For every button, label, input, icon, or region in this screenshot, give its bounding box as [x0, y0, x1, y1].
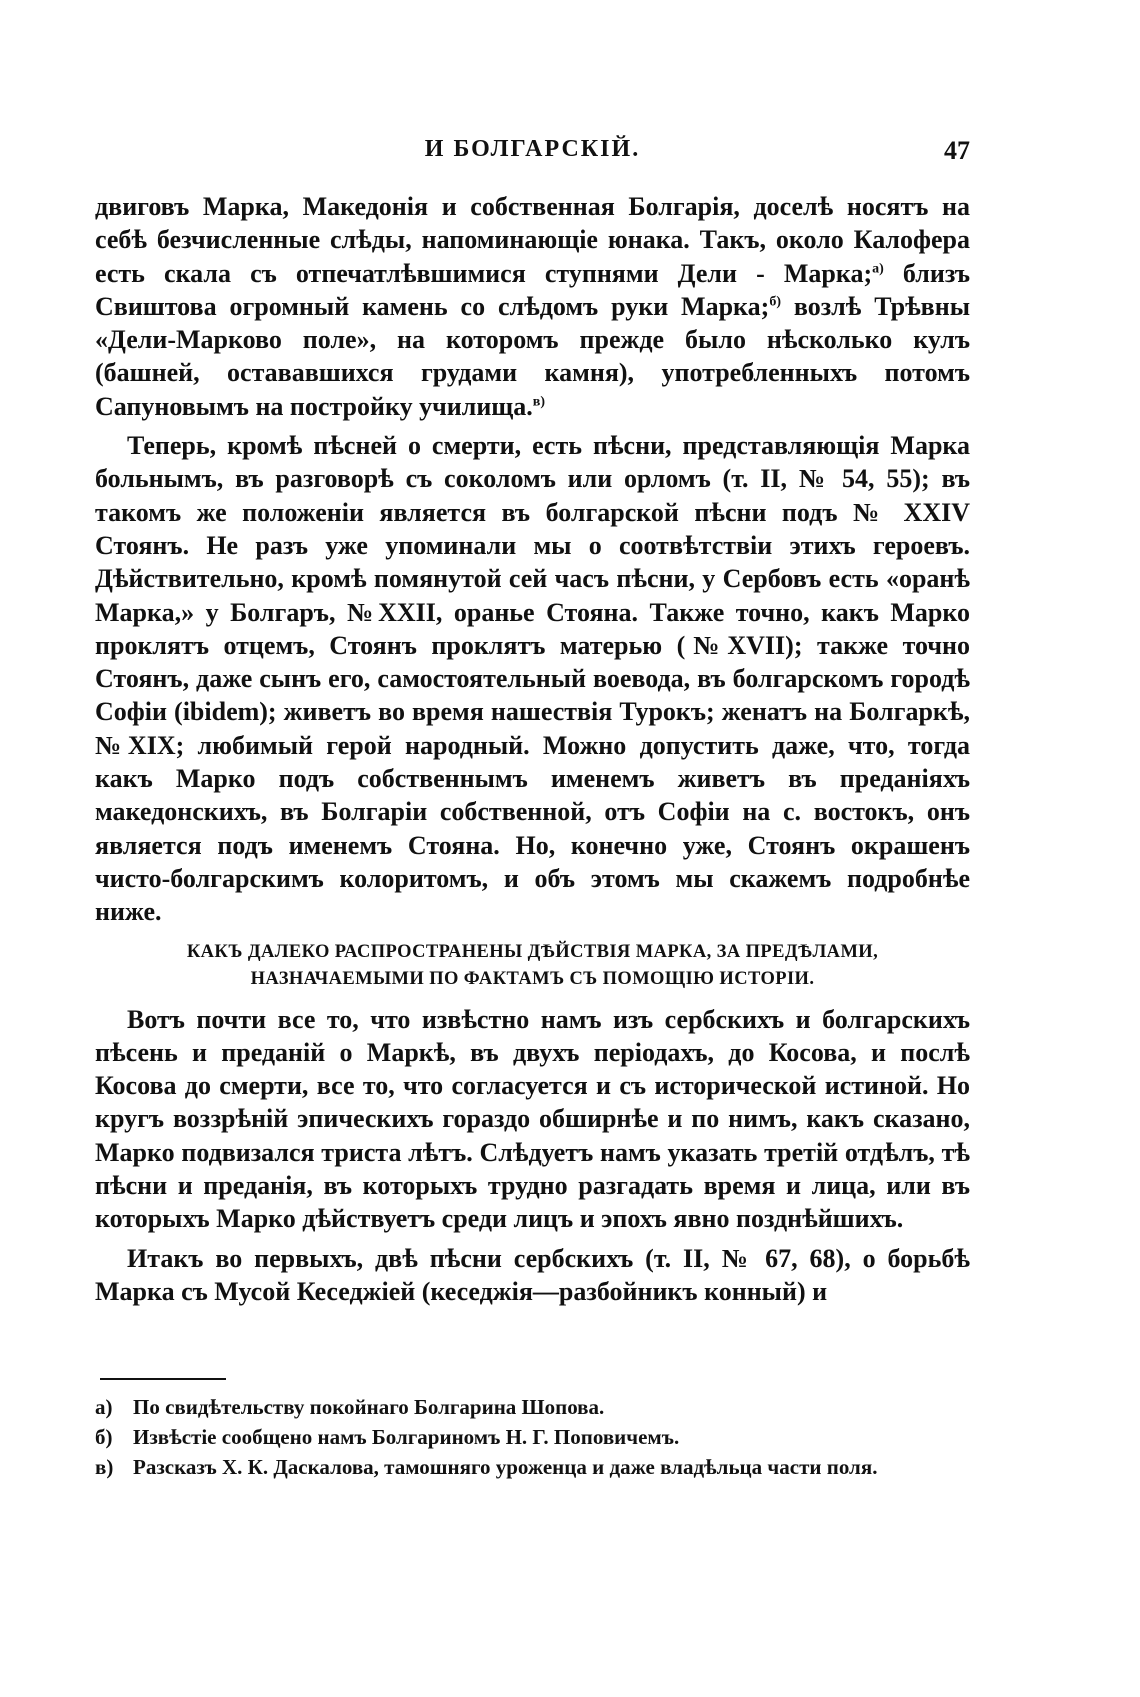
page-number: 47 [944, 136, 970, 165]
section-heading [95, 939, 970, 993]
section-heading-line-1: КАКЪ ДАЛЕКО РАСПРОСТРАНЕНЫ ДѢЙСТВІЯ МАРКА, ЗА ПРЕДѢЛАМИ, [186, 941, 879, 962]
paragraph-4: Итакъ во первыхъ, двѣ пѣсни сербскихъ (т. II, № 67, 68), о борьбѣ Марка съ Мусой Кеседжіей (кеседжія—разбойникъ конный) и [95, 1243, 970, 1306]
footnote-ref-c: в) [532, 394, 545, 410]
footnote-c-mark: в) [95, 1455, 114, 1479]
footnote-b-mark: б) [95, 1425, 113, 1449]
paragraph-1-part-2: близъ Свиштова огромный камень со слѣдомъ руки Марка; [95, 258, 970, 321]
paragraph-1-part-3: возлѣ Трѣвны «Дели-Марково поле», на которомъ прежде было нѣсколько кулъ (башней, остававшихся грудами камня), употребленныхъ потомъ Сапуновымъ на постройку училища. [95, 291, 970, 421]
footnote-ref-a: а) [872, 260, 884, 276]
paragraph-2: Теперь, кромѣ пѣсней о смерти, есть пѣсни, представляющія Марка больнымъ, въ разговорѣ съ соколомъ или орломъ (т. II, № 54, 55); въ такомъ же положеніи является въ болгарской пѣсни подъ № XXIV Стоянъ. Не разъ уже упоминали мы о соотвѣтствіи этихъ героевъ. Дѣйствительно, кромѣ помянутой сей часъ пѣсни, у Сербовъ есть «оранѣ Марка,» у Болгаръ, №XXII, оранье Стояна. Также точно, какъ Марко проклятъ отцемъ, Стоянъ проклятъ матерью (№XVII); также точно Стоянъ, даже сынъ его, самостоятельный воевода, въ болгарскомъ городѣ Софіи (ibidem); живетъ во время нашествія Турокъ; женатъ на Болгаркѣ, №XIX; любимый герой народный. Можно допустить даже, что, тогда какъ Марко подъ собственнымъ именемъ живетъ въ преданіяхъ македонскихъ, въ Болгаріи собственной, отъ Софіи на с. востокъ, онъ является подъ именемъ Стояна. Но, конечно уже, Стоянъ окрашенъ чисто-болгарскимъ колоритомъ, и объ этомъ мы скажемъ подробнѣе ниже. [95, 431, 970, 927]
footnote-ref-b: б) [769, 294, 781, 310]
paragraph-3: Вотъ почти все то, что извѣстно намъ изъ сербскихъ и болгарскихъ пѣсень и преданій о Маркѣ, въ двухъ періодахъ, до Косова, и послѣ Косова до смерти, все то, что согласуется и съ исторической истиной. Но кругъ воззрѣній эпическихъ гораздо обширнѣе и по нимъ, какъ сказано, Марко подвизался триста лѣтъ. Слѣдуетъ намъ указать третій отдѣлъ, тѣ пѣсни и преданія, въ которыхъ трудно разгадать время и лица, или въ которыхъ Марко дѣйствуетъ среди лицъ и эпохъ явно позднѣйшихъ. [95, 1004, 970, 1234]
footnote-a-mark: а) [95, 1395, 113, 1419]
footnote-b [95, 1422, 970, 1452]
main-text [95, 190, 970, 1314]
section-heading-line-2: НАЗНАЧАЕМЫМИ ПО ФАКТАМЪ СЪ ПОМОЩІЮ ИСТОРІИ. [250, 968, 815, 989]
footnotes [95, 1392, 970, 1482]
paragraph-1-part-1: двиговъ Марка, Македонія и собственная Болгарія, доселѣ носятъ на себѣ безчисленные слѣды, напоминающіе юнака. Такъ, около Калофера есть скала съ отпечатлѣвшимися ступнями Дели - Марка; [95, 192, 970, 288]
running-title: И БОЛГАРСКІЙ. [424, 136, 641, 162]
footnote-c-text: Разсказъ Х. К. Даскалова, тамошняго уроженца и даже владѣльца части поля. [133, 1455, 878, 1479]
footnote-a [95, 1392, 970, 1422]
page-header [95, 136, 970, 176]
footnote-c [95, 1452, 970, 1482]
footnote-a-text: По свидѣтельству покойнаго Болгарина Шопова. [133, 1395, 605, 1419]
paragraph-1 [95, 190, 970, 423]
footnote-separator [100, 1378, 226, 1380]
footnote-b-text: Извѣстіе сообщено намъ Болгариномъ Н. Г. Поповичемъ. [133, 1425, 680, 1449]
